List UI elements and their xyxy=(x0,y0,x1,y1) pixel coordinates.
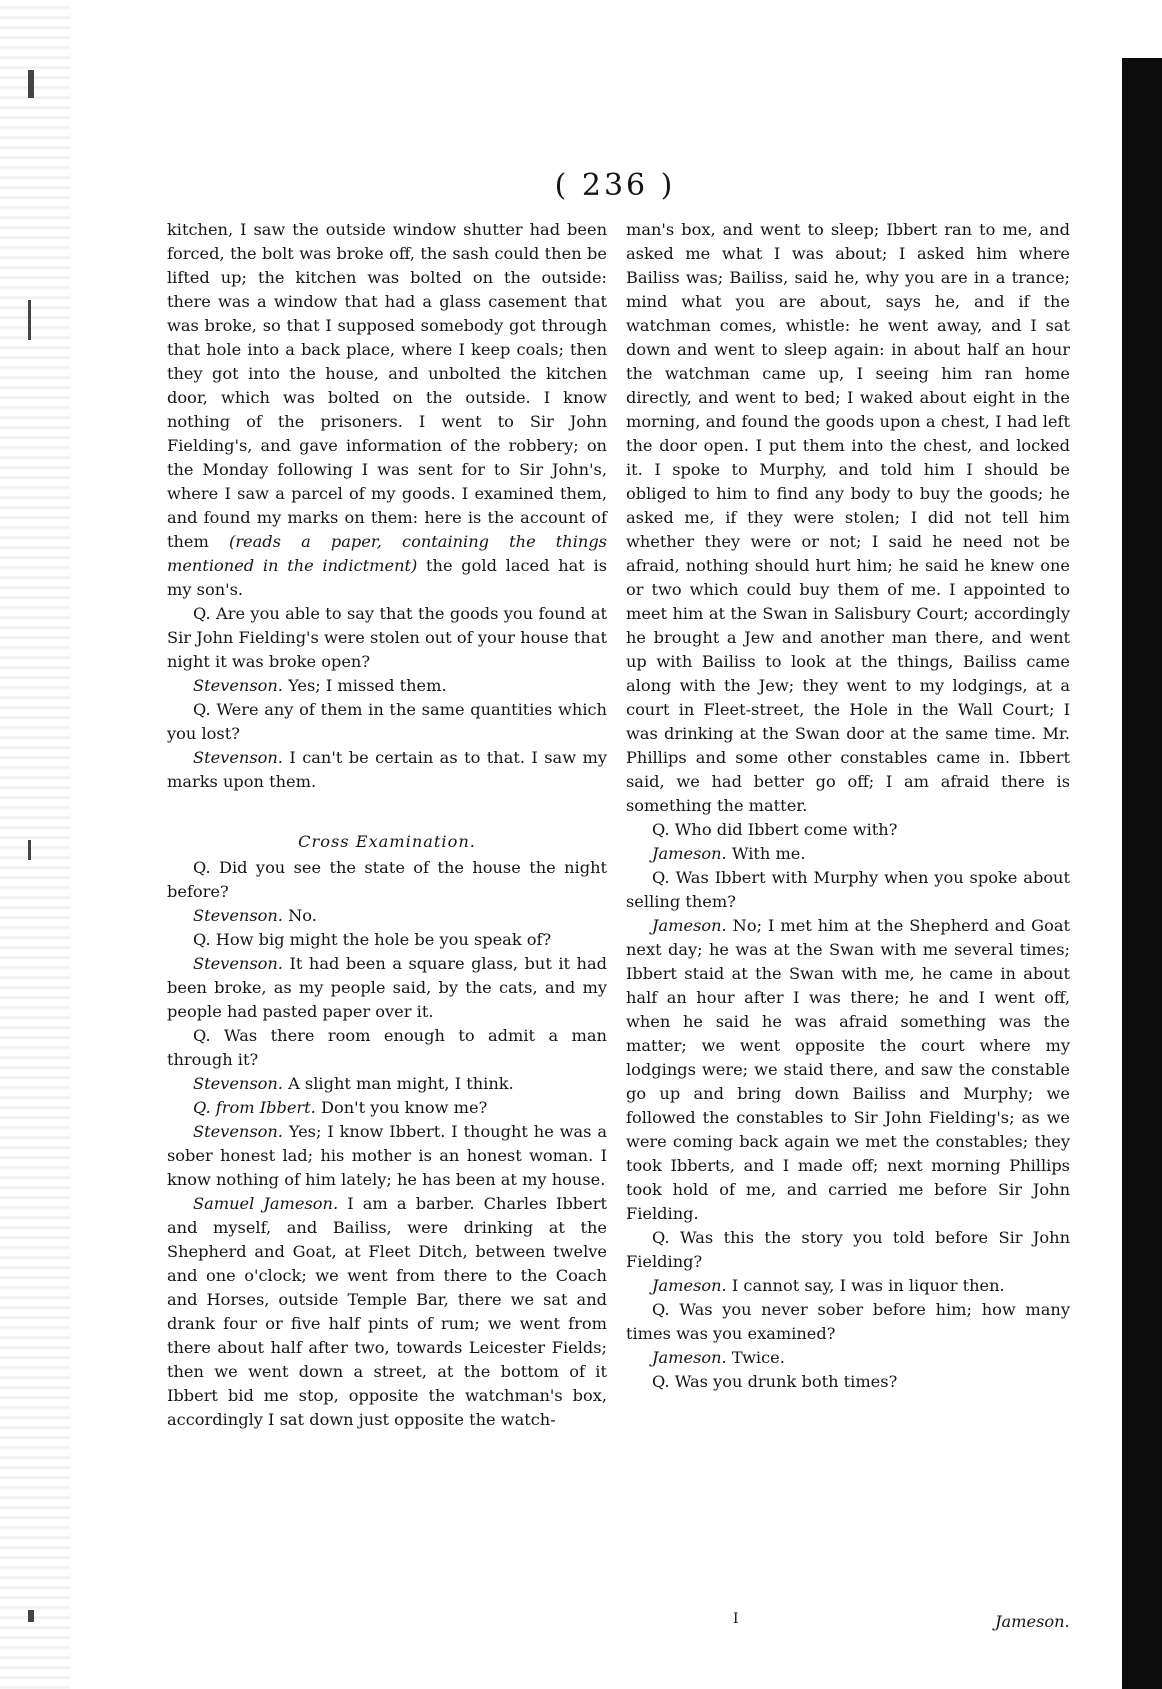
dialogue-text: I cannot say, I was in liquor then. xyxy=(726,1276,1005,1295)
speaker-label: Q. xyxy=(652,1228,670,1247)
paragraph xyxy=(167,218,607,602)
answer xyxy=(626,842,1070,866)
speaker-label: Q. xyxy=(652,820,670,839)
dialogue-text: Are you able to say that the goods you found at Sir John Fielding's were stolen out of your house that night it was broke open? xyxy=(167,604,607,671)
dialogue-text: Were any of them in the same quantities which you lost? xyxy=(167,700,607,743)
dialogue-text: Was you drunk both times? xyxy=(669,1372,898,1391)
speaker-label: Stevenson. xyxy=(193,748,283,767)
speaker-label: Samuel Jameson. xyxy=(193,1194,339,1213)
speaker-label: Q. xyxy=(193,930,211,949)
answer xyxy=(167,1072,607,1096)
paragraph: man's box, and went to sleep; Ibbert ran to me, and asked me what I was about; I asked him where Bailiss was; Bailiss, said he, why you are in a trance; mind what you are about, says he, and if the watchman comes, whistle: he went away, and I sat down and went to sleep again: in about half an hour the watchman came up, I seeing him ran home directly, and went to bed; I waked about eight in the morning, and found the goods upon a chest, I had left the door open. I put them into the chest, and locked it. I spoke to Murphy, and told him I should be obliged to him to find any body to buy the goods; he asked me, if they were stolen; I did not tell him whether they were or not; I said he need not be afraid, nothing should hurt him; he said he knew one or two which could buy them of me. I appointed to meet him at the Swan in Salisbury Court; accordingly he brought a Jew and another man there, and went up with Bailiss to look at the things, Bailiss came along with the Jew; they went to my lodgings, at a court in Fleet-street, the Hole in the Wall Court; I was drinking at the Swan door at the same time. Mr. Phillips and some other constables came in. Ibbert said, we had better go off; I am afraid there is something the matter. xyxy=(626,220,1070,815)
testimony xyxy=(167,1192,607,1432)
paragraph-text: kitchen, I saw the outside window shutter had been forced, the bolt was broke off, the sash could then be lifted up; the kitchen was bolted on the outside: there was a window that had a glass casement that was broke, so that I supposed somebody got through that hole into a back place, where I keep coals; then they got into the house, and unbolted the kitchen door, which was bolted on the outside. I know nothing of the prisoners. I went to Sir John Fielding's, and gave information of the robbery; on the Monday following I was sent for to Sir John's, where I saw a parcel of my goods. I examined them, and found my marks on them: here is the account of them xyxy=(167,220,607,551)
speaker-label: Q. xyxy=(193,700,211,719)
speaker-label: Jameson. xyxy=(652,1276,727,1295)
dialogue-text: Who did Ibbert come with? xyxy=(669,820,898,839)
dialogue-text: Was you never sober before him; how many times was you examined? xyxy=(626,1300,1070,1343)
edge-ink-mark xyxy=(28,70,34,98)
dialogue-text: Was there room enough to admit a man through it? xyxy=(167,1026,607,1069)
dialogue-text: It had been a square glass, but it had been broke, as my people said, by the cats, and my people had pasted paper over it. xyxy=(167,954,607,1021)
question xyxy=(626,1226,1070,1274)
question xyxy=(626,818,1070,842)
speaker-label: Q. xyxy=(652,868,670,887)
answer xyxy=(167,1120,607,1192)
dialogue-text: With me. xyxy=(726,844,806,863)
question xyxy=(167,698,607,746)
dialogue-text: Twice. xyxy=(726,1348,785,1367)
section-heading: Cross Examination. xyxy=(298,832,476,851)
question xyxy=(167,928,607,952)
left-column xyxy=(167,218,607,1432)
speaker-label: Jameson. xyxy=(652,1348,727,1367)
question xyxy=(167,1096,607,1120)
speaker-label: Stevenson. xyxy=(193,676,283,695)
speaker-label: Q. from Ibbert. xyxy=(193,1098,316,1117)
dialogue-text: Did you see the state of the house the night before? xyxy=(167,858,607,901)
edge-ink-mark xyxy=(28,840,31,860)
answer xyxy=(626,1274,1070,1298)
dialogue-text: Yes; I know Ibbert. I thought he was a sober honest lad; his mother is an honest woman. I know nothing of him lately; he has been at my house. xyxy=(167,1122,607,1189)
catchword: Jameson. xyxy=(995,1612,1070,1631)
page-number: ( 236 ) xyxy=(554,168,676,203)
question xyxy=(626,1370,1070,1394)
answer xyxy=(626,1346,1070,1370)
edge-ink-mark xyxy=(28,300,31,340)
dialogue-text: No. xyxy=(282,906,317,925)
dialogue-text: A slight man might, I think. xyxy=(282,1074,514,1093)
speaker-label: Q. xyxy=(193,1026,211,1045)
dialogue-text: Don't you know me? xyxy=(315,1098,488,1117)
speaker-label: Q. xyxy=(652,1372,670,1391)
speaker-label: Jameson. xyxy=(652,844,727,863)
question xyxy=(626,1298,1070,1346)
question xyxy=(167,1024,607,1072)
speaker-label: Q. xyxy=(193,858,211,877)
right-column xyxy=(626,218,1070,1394)
question xyxy=(167,856,607,904)
speaker-label: Stevenson. xyxy=(193,906,283,925)
dialogue-text: No; I met him at the Shepherd and Goat next day; he was at the Swan with me several times; Ibbert staid at the Swan with me, he came in about half an hour after I was there; he and I went off, when he said he was afraid something was the matter; we went opposite the court where my lodgings were; we staid there, and saw the constable go up and bring down Bailiss and Murphy; we followed the constables to Sir John Fielding's; as we were coming back again we met the constables; they took Ibberts, and I made off; next morning Phillips took hold of me, and carried me before Sir John Fielding. xyxy=(626,916,1070,1223)
dialogue-text: How big might the hole be you speak of? xyxy=(210,930,552,949)
dialogue-text: Was Ibbert with Murphy when you spoke about selling them? xyxy=(626,868,1070,911)
edge-ink-mark xyxy=(28,1610,34,1622)
dialogue-text: Was this the story you told before Sir John Fielding? xyxy=(626,1228,1070,1271)
dialogue-text: Yes; I missed them. xyxy=(282,676,447,695)
scanned-page-edge xyxy=(0,0,70,1689)
stage-direction: (reads a paper, containing the things mentioned in the indictment) xyxy=(167,532,607,575)
question xyxy=(626,866,1070,914)
signature-mark: I xyxy=(733,1611,739,1627)
speaker-label: Stevenson. xyxy=(193,1074,283,1093)
speaker-label: Stevenson. xyxy=(193,954,283,973)
answer xyxy=(167,746,607,794)
answer xyxy=(167,904,607,928)
question xyxy=(167,602,607,674)
speaker-label: Q. xyxy=(652,1300,670,1319)
answer xyxy=(167,952,607,1024)
speaker-label: Q. xyxy=(193,604,211,623)
dialogue-text: I am a barber. Charles Ibbert and myself, and Bailiss, were drinking at the Shepherd and Goat, at Fleet Ditch, between twelve and one o'clock; we went from there to the Coach and Horses, outside Temple Bar, there we sat and drank four or five half pints of rum; we went from there about half after two, towards Leicester Fields; then we went down a street, at the bottom of it Ibbert bid me stop, opposite the watchman's box, accordingly I sat down just opposite the watch- xyxy=(167,1194,607,1429)
dialogue-text: I can't be certain as to that. I saw my marks upon them. xyxy=(167,748,607,791)
speaker-label: Jameson. xyxy=(652,916,727,935)
speaker-label: Stevenson. xyxy=(193,1122,283,1141)
answer xyxy=(626,914,1070,1226)
answer xyxy=(167,674,607,698)
paragraph-text: the gold laced hat is my son's. xyxy=(167,556,607,599)
scan-shadow-bar xyxy=(1122,58,1162,1689)
